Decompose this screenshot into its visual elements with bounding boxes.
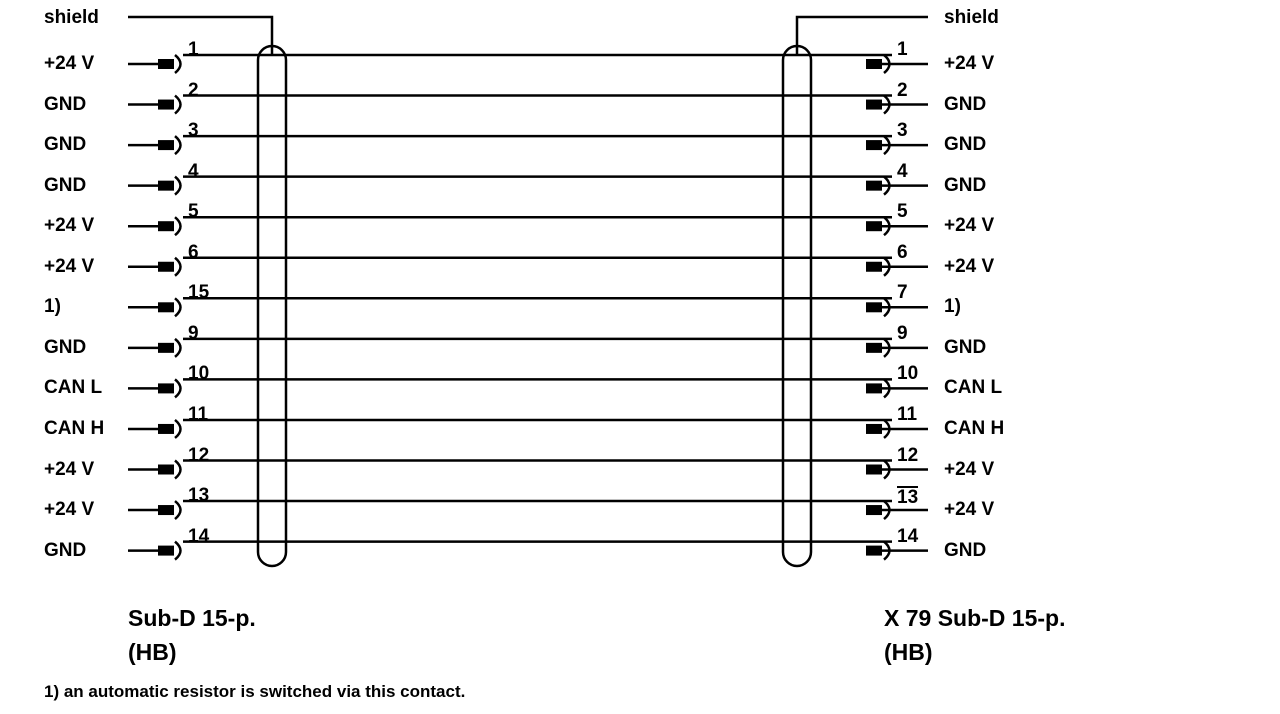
right-pin-number-12: 12 xyxy=(897,444,919,466)
right-pin-number-3: 3 xyxy=(897,120,908,142)
right-pin-number-10: 10 xyxy=(897,363,919,385)
left-signal-label-5: +24 V xyxy=(44,215,95,237)
right-signal-label-5: +24 V xyxy=(944,215,995,237)
left-pin-number-3: 3 xyxy=(188,120,199,142)
right-signal-label-3: GND xyxy=(944,134,987,156)
right-signal-label-12: +24 V xyxy=(944,499,995,521)
right-pin-number-5: 5 xyxy=(897,201,908,223)
left-pin-number-11: 11 xyxy=(188,403,209,425)
right-pin-number-1: 1 xyxy=(897,39,908,60)
right-pin-number-7: 7 xyxy=(897,282,908,304)
right-connector-caption-line1: X 79 Sub-D 15-p. xyxy=(884,605,1066,631)
left-signal-label-13: GND xyxy=(44,539,87,561)
right-pin-number-13: 13 xyxy=(897,487,919,509)
right-signal-label-10: CAN H xyxy=(944,417,1005,439)
left-pin-number-15: 15 xyxy=(188,282,210,304)
left-signal-label-8: GND xyxy=(44,336,87,358)
left-signal-label-1: +24 V xyxy=(44,53,95,74)
left-pin-number-10: 10 xyxy=(188,363,210,385)
right-signal-label-1: +24 V xyxy=(944,53,995,74)
right-signal-label-2: GND xyxy=(944,93,987,115)
left-pin-number-1: 1 xyxy=(188,39,199,60)
left-signal-label-6: +24 V xyxy=(44,255,95,277)
left-connector-caption-line2: (HB) xyxy=(128,639,177,665)
left-signal-label-11: +24 V xyxy=(44,458,95,480)
left-pin-number-2: 2 xyxy=(188,79,199,101)
right-signal-label-11: +24 V xyxy=(944,458,995,480)
right-signal-label-9: CAN L xyxy=(944,377,1003,399)
left-pin-number-9: 9 xyxy=(188,322,199,344)
right-connector-caption-line2: (HB) xyxy=(884,639,933,665)
left-pin-number-13: 13 xyxy=(188,485,210,507)
left-pin-number-6: 6 xyxy=(188,241,199,263)
right-shield-label: shield xyxy=(944,7,999,28)
right-signal-label-8: GND xyxy=(944,336,987,358)
right-pin-number-4: 4 xyxy=(897,160,908,182)
right-pin-number-14: 14 xyxy=(897,525,919,547)
right-signal-label-7: 1) xyxy=(944,296,961,318)
right-pin-number-6: 6 xyxy=(897,241,908,263)
left-pin-number-5: 5 xyxy=(188,201,199,223)
left-signal-label-9: CAN L xyxy=(44,377,103,399)
right-connector-caption xyxy=(884,601,1065,669)
left-signal-label-7: 1) xyxy=(44,296,61,318)
left-signal-label-10: CAN H xyxy=(44,417,105,439)
right-signal-label-4: GND xyxy=(944,174,987,196)
left-signal-label-2: GND xyxy=(44,93,87,115)
left-pin-number-14: 14 xyxy=(188,525,210,547)
left-pin-number-4: 4 xyxy=(188,160,199,182)
left-shield-label: shield xyxy=(44,7,99,28)
footnote-text: 1) an automatic resistor is switched via this contact. xyxy=(44,682,466,701)
right-pin-number-2: 2 xyxy=(897,79,908,101)
right-pin-number-11: 11 xyxy=(897,403,918,425)
right-signal-label-6: +24 V xyxy=(944,255,995,277)
left-signal-label-4: GND xyxy=(44,174,87,196)
right-pin-number-9: 9 xyxy=(897,322,908,344)
left-signal-label-3: GND xyxy=(44,134,87,156)
right-signal-label-13: GND xyxy=(944,539,987,561)
left-connector-caption-line1: Sub-D 15-p. xyxy=(128,605,256,631)
left-connector-caption xyxy=(128,601,256,669)
left-signal-label-12: +24 V xyxy=(44,499,95,521)
left-pin-number-12: 12 xyxy=(188,444,210,466)
